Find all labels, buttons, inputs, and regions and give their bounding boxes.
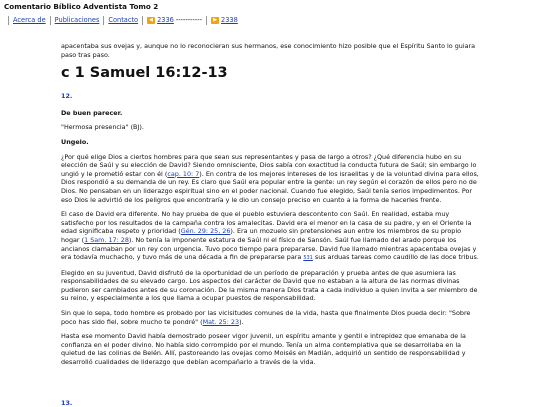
text: ). No tenía la imponente estatura de Saúl ni el físico de Sansón. Saúl fue llamado del arado porque los ancianos clamaban por un rey con urgencia. Tuvo poco tiempo para prepararse. David fue llamado mientras apacentaba ovejas y era todavía muchacho, y tuvo más de una década a fin de prepararse para [61, 235, 477, 262]
nav-divider [206, 16, 207, 25]
prev-page-link[interactable] [147, 15, 202, 25]
verse-number: 12. [61, 92, 73, 101]
paragraph-1 [61, 153, 481, 205]
header-bar [0, 0, 540, 38]
nav-bar [4, 15, 536, 25]
app-title: Comentario Bíblico Adventista Tomo 2 [4, 2, 159, 11]
subheading-2: Ungelo. [61, 137, 89, 146]
bible-reference-link[interactable]: 1 Sam. 17: 28 [84, 235, 129, 244]
text: ). Era un mozuelo sin pretensiones aun entre los miembros de su propio hogar ( [61, 227, 462, 244]
text: ). [239, 317, 244, 326]
paragraph-3: Elegido en su juventud, David disfrutó de la oportunidad de un período de preparación y prueba antes de que asumiera las responsabilidades de su elevado cargo. Los aspectos del carácter de David que no estaban a la altura de las normas divinas pudieron ser cambiados antes de su coronación. De la misma manera Dios trata a cada individuo a quien invita a ser miembro de su reino, y especialmente a los que llama a ocupar puestos de responsabilidad. [61, 268, 478, 303]
text: ). En contra de los mejores intereses de los israelitas y de la voluntad divina para ellos, Dios respondió a su demanda de un rey. Es claro que Saúl era popular entre la gente: un rey según el corazón de ellos pero no de Dios. No pensaban en un liderazgo espiritual sino en el poder nacional. Cuando fue elegido, Saúl tenía serios impedimentos. Por eso Dios le advirtió de los peligros que encontraría y le dio un consejo preciso en cuanto a la forma de hacerles frente. [61, 169, 479, 204]
nav-divider [8, 16, 9, 25]
bible-reference-link[interactable]: cap. 10: 7 [167, 169, 200, 178]
page-marker-link[interactable]: 531 [303, 255, 313, 262]
section-heading: c 1 Samuel 16:12-13 [61, 65, 228, 82]
nav-divider [103, 16, 104, 25]
text: sus arduas tareas como caudillo de las doce tribus. [312, 253, 479, 262]
paragraph-5: Hasta ese momento David había demostrado poseer vigor juvenil, un espíritu amante y gentil e intrepidez que emanaba de la confianza en el poder divino. No había sido corrompido por el mundo. Tenía un alma contemplativa que se desarrollaba en la quietud de las colinas de Belén. Allí, pastoreando las ovejas como Moisés en Madián, adquirió un sentido de responsabilidad y desarrolló cualidades de liderazgo que debían acompañarlo a través de la vida. [61, 332, 466, 367]
bible-reference-link[interactable]: Gén. 29: 25, 26 [180, 227, 231, 236]
nav-link-publications[interactable]: Publicaciones [54, 16, 100, 24]
nav-divider [50, 16, 51, 25]
subheading-1: De buen parecer. [61, 108, 123, 117]
next-page-number[interactable]: 2338 [221, 16, 238, 24]
nav-link-contact[interactable]: Contacto [108, 16, 139, 24]
nav-link-about[interactable]: Acerca de [13, 16, 46, 24]
page-sep: ----------- [175, 16, 203, 24]
paragraph-2 [61, 210, 481, 263]
quote-paragraph: "Hermosa presencia" (BJ). [61, 123, 144, 132]
text: Sin que lo sepa, todo hombre es probado por las vicisitudes comunes de la vida, hasta que finalmente Dios pueda decir: "Sobre poco has sido fiel, sobre mucho te pondré" ( [61, 309, 471, 326]
next-page-link[interactable] [211, 15, 238, 25]
prev-page-number[interactable]: 2336 [157, 16, 174, 24]
nav-divider [142, 16, 143, 25]
bible-reference-link[interactable]: Mat. 25: 23 [202, 317, 240, 326]
intro-paragraph: apacentaba sus ovejas y, aunque no lo reconocieran sus hermanos, ese conocimiento hizo posible que el Espíritu Santo lo guiara paso tras paso. [61, 42, 476, 59]
document-body [61, 42, 481, 373]
paragraph-4 [61, 309, 481, 326]
next-page-icon: ▶ [211, 17, 219, 24]
text: ¿Por qué elige Dios a ciertos hombres para que sean sus representantes y pasa de largo a otros? ¿Qué diferencia hubo en su elección de Saúl y su elección de David? Siendo omnisciente, Dios sabía con exactitud la conducta futura de Saúl; sin embargo lo ungió y le prometió estar con él ( [61, 152, 477, 178]
prev-page-icon: ◀ [147, 17, 155, 24]
text: El caso de David era diferente. No hay prueba de que el pueblo estuviera descontento con Saúl. En realidad, estaba muy satisfecho por los resultados de la campaña contra los amalecitas. David era el menor en la casa de su padre, y en el Oriente la edad significaba respeto y prioridad ( [61, 210, 472, 236]
next-verse-number: 13. [61, 399, 73, 407]
